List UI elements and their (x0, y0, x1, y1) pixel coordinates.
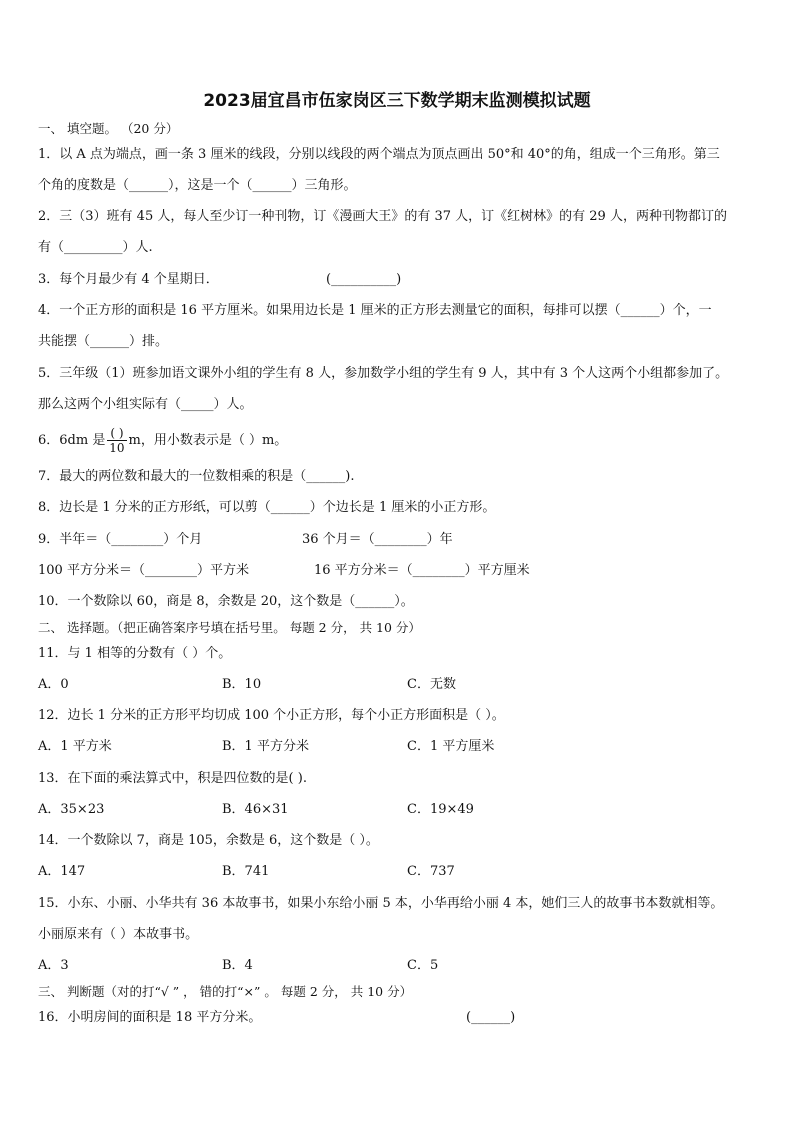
question-2-line-2: 有（_________）人. (38, 240, 153, 255)
question-14-option-a: A．147 (38, 864, 86, 879)
question-14-option-c: C．737 (407, 864, 455, 879)
question-10: 10．一个数除以 60，商是 8，余数是 20，这个数是（______）。 (38, 594, 414, 609)
question-14: 14．一个数除以 7，商是 105，余数是 6，这个数是（ ）。 (38, 833, 379, 848)
question-16-answer-blank: (______) (466, 1010, 516, 1025)
question-3-answer-blank: (__________) (326, 272, 402, 287)
question-11: 11．与 1 相等的分数有（ ）个。 (38, 646, 232, 661)
page-title: 2023届宜昌市伍家岗区三下数学期末监测模拟试题 (203, 91, 591, 111)
question-9-part-d: 16 平方分米＝（________）平方厘米 (314, 563, 530, 578)
question-7: 7．最大的两位数和最大的一位数相乘的积是（______). (38, 469, 355, 484)
question-2-line-1: 2．三（3）班有 45 人，每人至少订一种刊物，订《漫画大王》的有 37 人，订《红树林》的有 29 人，两种刊物都订的 (38, 209, 727, 224)
question-15-option-c: C．5 (407, 958, 439, 973)
question-13-option-a: A．35×23 (38, 802, 105, 817)
question-6-suffix: m，用小数表示是（ ）m。 (128, 433, 288, 448)
question-8: 8．边长是 1 分米的正方形纸，可以剪（______）个边长是 1 厘米的小正方形。 (38, 500, 496, 515)
question-6 (38, 425, 287, 457)
question-15-option-a: A．3 (38, 958, 69, 973)
question-15-line-2: 小丽原来有（ ）本故事书。 (38, 927, 199, 942)
section-2-heading: 二、 选择题。（把正确答案序号填在括号里。 每题 2 分， 共 10 分） (38, 620, 421, 635)
question-9-part-c: 100 平方分米＝（________）平方米 (38, 563, 249, 578)
question-1-line-2: 个角的度数是（______），这是一个（______）三角形。 (38, 178, 357, 193)
question-4-line-1: 4．一个正方形的面积是 16 平方厘米。如果用边长是 1 厘米的正方形去测量它的面积，每排可以摆（______）个，一 (38, 303, 712, 318)
question-13-option-b: B．46×31 (222, 802, 289, 817)
question-11-option-c: C．无数 (407, 677, 456, 692)
question-14-option-b: B．741 (222, 864, 270, 879)
question-3: 3．每个月最少有 4 个星期日． (38, 272, 219, 287)
question-15-option-b: B．4 (222, 958, 253, 973)
question-4-line-2: 共能摆（______）排。 (38, 334, 169, 349)
question-9-part-a: 9．半年＝（________）个月 (38, 532, 203, 547)
question-13: 13．在下面的乘法算式中，积是四位数的是( ). (38, 771, 307, 786)
section-3-heading: 三、 判断题（对的打“√ ” ， 错的打“×” 。 每题 2 分， 共 10 分） (38, 984, 413, 999)
fraction-denominator: 10 (109, 441, 125, 455)
question-11-option-a: A．0 (38, 677, 69, 692)
question-1-line-1: 1．以 A 点为端点，画一条 3 厘米的线段，分别以线段的两个端点为顶点画出 50°和 40°的角，组成一个三角形。第三 (38, 147, 720, 162)
question-12-option-c: C．1 平方厘米 (407, 739, 495, 754)
fraction-numerator: ( ) (107, 426, 126, 441)
question-11-option-b: B．10 (222, 677, 262, 692)
question-13-option-c: C．19×49 (407, 802, 474, 817)
section-1-heading: 一、 填空题。 （20 分） (38, 121, 179, 136)
question-6-fraction (107, 426, 126, 455)
question-12-option-a: A．1 平方米 (38, 739, 112, 754)
question-6-prefix: 6．6dm 是 (38, 433, 106, 448)
question-9-part-b: 36 个月＝（________）年 (302, 532, 453, 547)
question-5-line-2: 那么这两个小组实际有（_____）人。 (38, 397, 253, 412)
question-15-line-1: 15．小东、小丽、小华共有 36 本故事书，如果小东给小丽 5 本，小华再给小丽 4 本，她们三人的故事书本数就相等。 (38, 896, 724, 911)
question-12: 12．边长 1 分米的正方形平均切成 100 个小正方形，每个小正方形面积是（ ）。 (38, 708, 505, 723)
question-16: 16．小明房间的面积是 18 平方分米。 (38, 1010, 262, 1025)
question-12-option-b: B．1 平方分米 (222, 739, 309, 754)
question-5-line-1: 5．三年级（1）班参加语文课外小组的学生有 8 人，参加数学小组的学生有 9 人，其中有 3 个人这两个小组都参加了。 (38, 366, 729, 381)
